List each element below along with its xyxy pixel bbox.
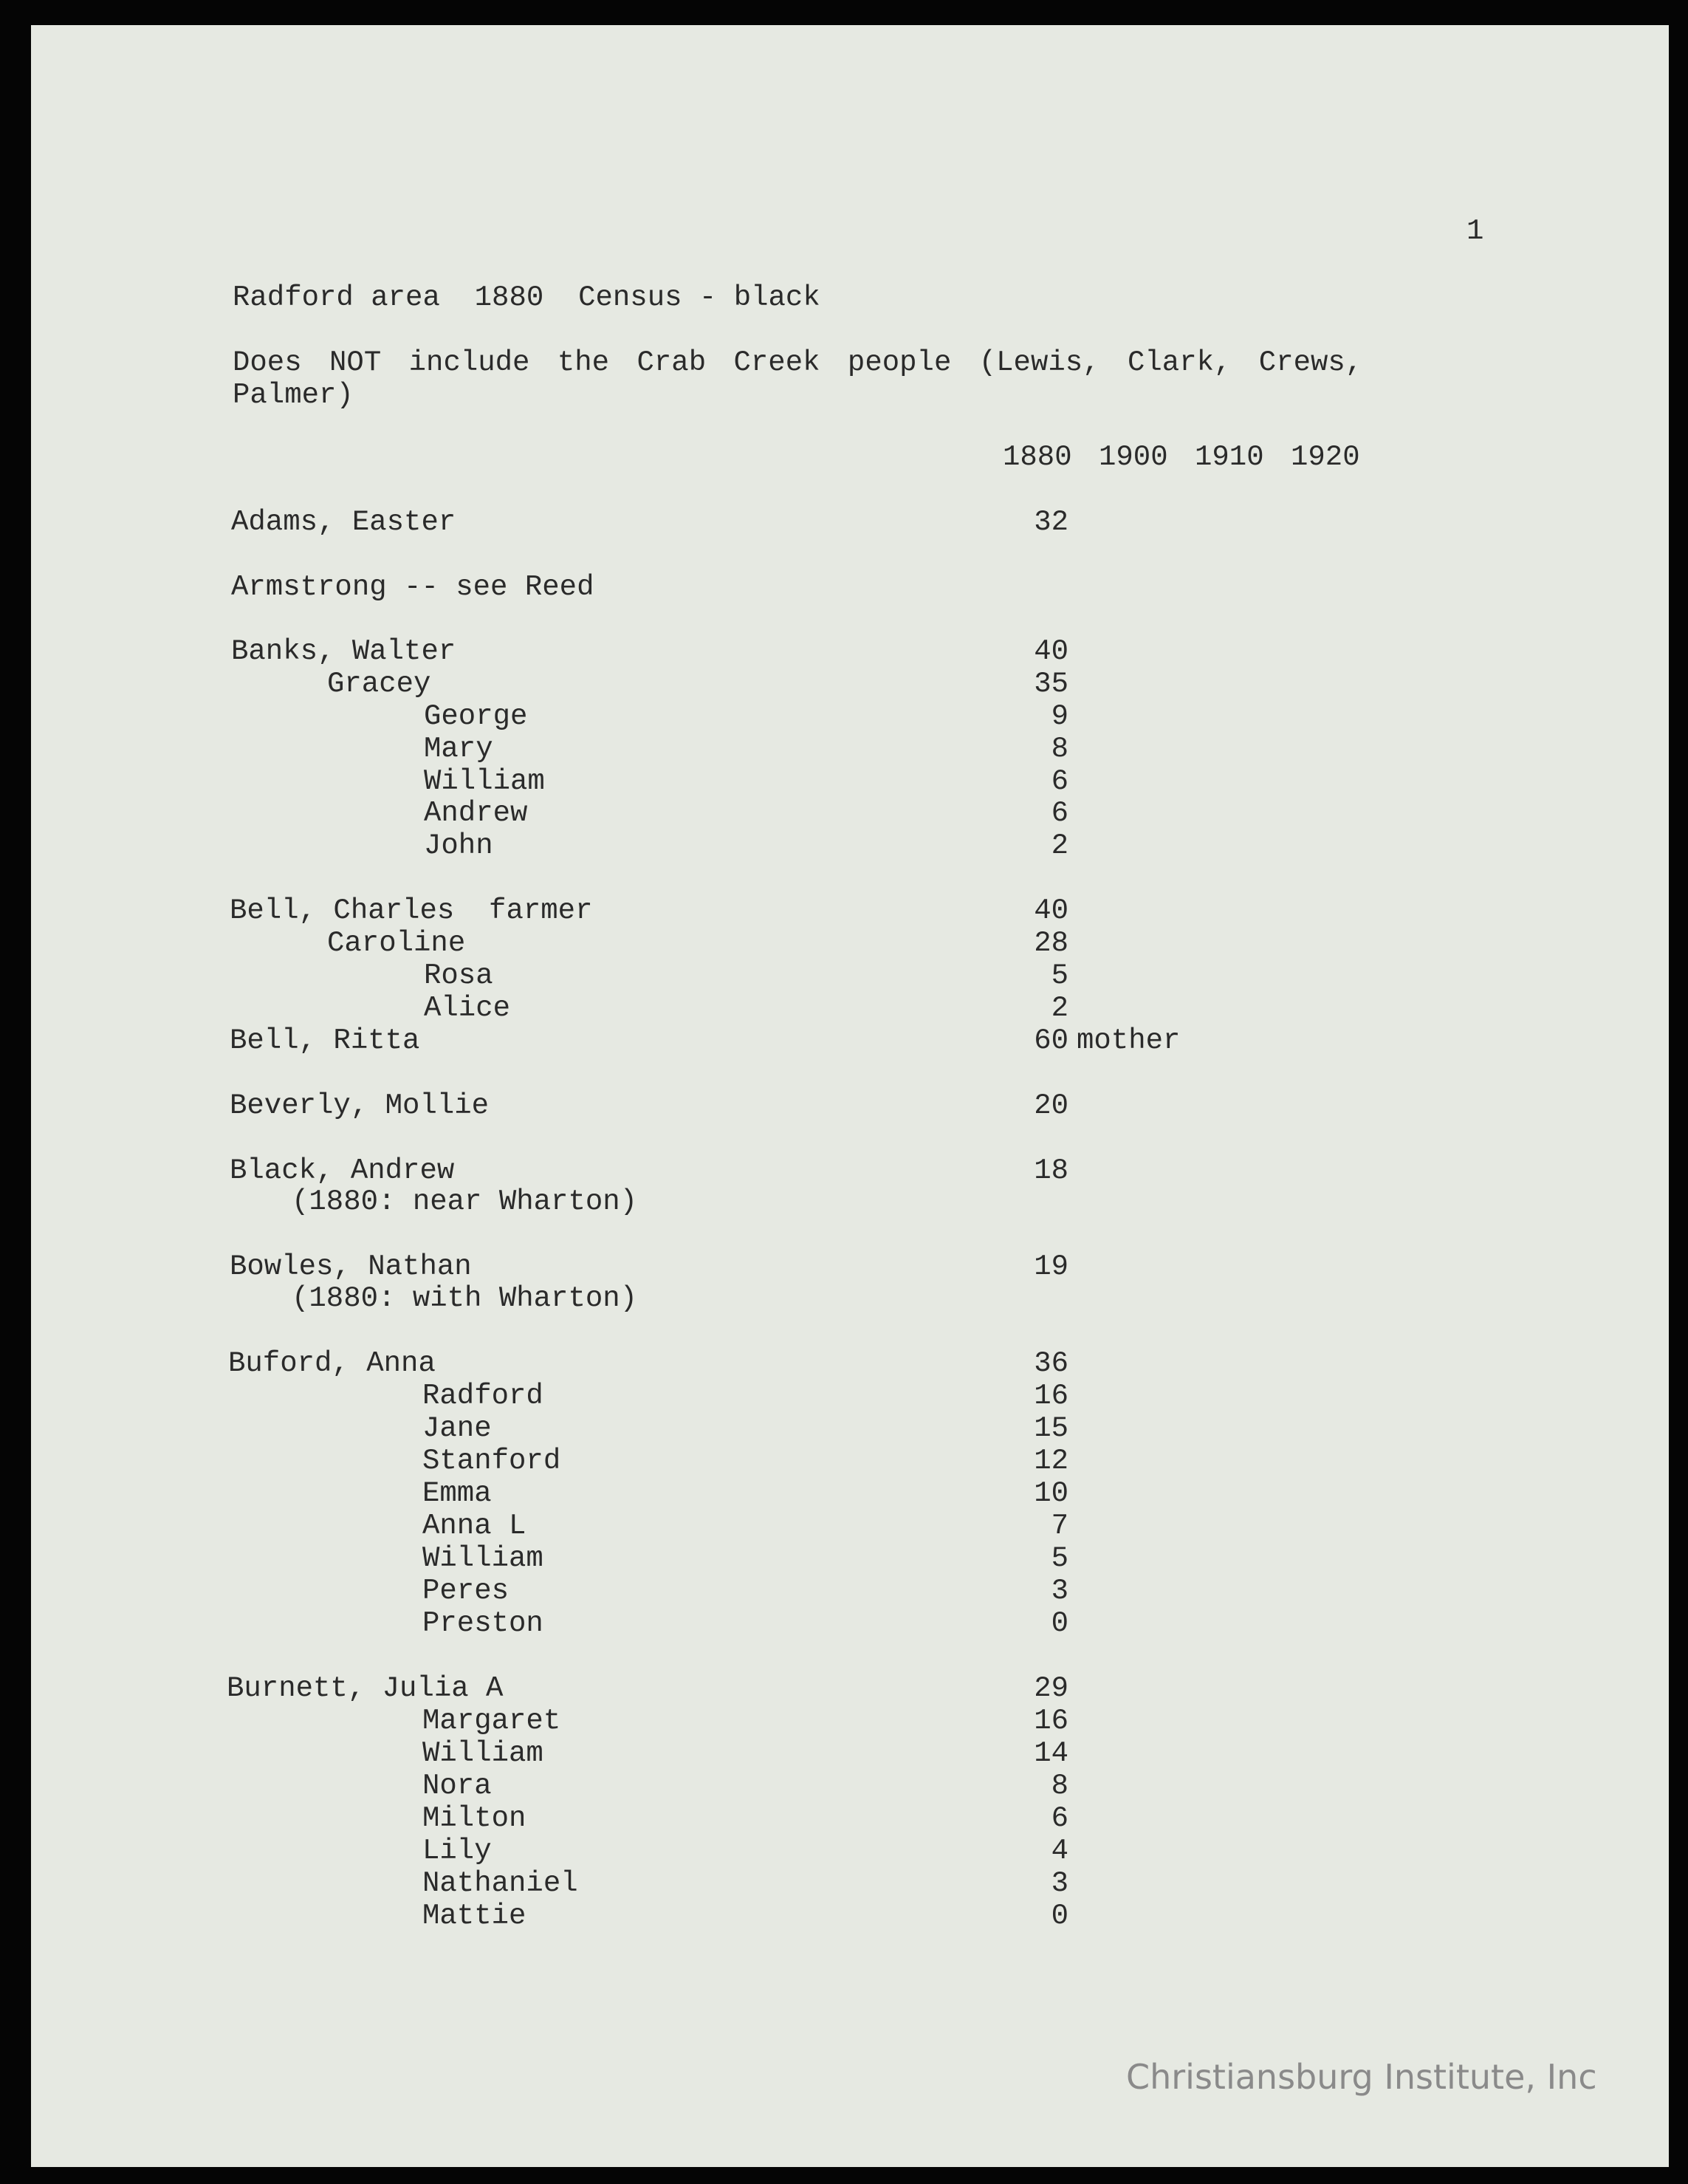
entry-age: 16	[1034, 1705, 1068, 1737]
year-header-1880: 1880	[1003, 441, 1072, 473]
document-page	[31, 25, 1669, 2167]
entry-age: 15	[1034, 1412, 1068, 1445]
entry-age: 6	[1051, 765, 1068, 798]
entry-age: 2	[1051, 829, 1068, 862]
entry-name: Black, Andrew	[230, 1154, 455, 1187]
entry-age: 29	[1034, 1672, 1068, 1705]
entry-age: 20	[1034, 1089, 1068, 1122]
watermark-text: Christiansburg Institute, Inc	[1126, 2057, 1597, 2097]
entry-age: 0	[1051, 1900, 1068, 1932]
note-line-2: Palmer)	[233, 379, 354, 411]
entry-name: John	[424, 829, 493, 862]
entry-name: Nora	[422, 1770, 492, 1802]
entry-name: George	[424, 700, 528, 733]
entry-age: 60	[1034, 1024, 1068, 1057]
entry-note: mother	[1077, 1024, 1181, 1057]
entry-age: 32	[1034, 506, 1068, 538]
entry-age: 5	[1051, 1542, 1068, 1575]
entry-age: 10	[1034, 1477, 1068, 1510]
year-header-1920: 1920	[1291, 441, 1360, 473]
page-number: 1	[1466, 215, 1484, 247]
entry-age: 40	[1034, 635, 1068, 668]
entry-age: 2	[1051, 992, 1068, 1024]
entry-name: Lily	[422, 1835, 492, 1867]
year-header-1910: 1910	[1195, 441, 1264, 473]
entry-age: 28	[1034, 927, 1068, 959]
entry-name: Armstrong -- see Reed	[231, 571, 594, 603]
entry-age: 8	[1051, 733, 1068, 765]
entry-age: 16	[1034, 1380, 1068, 1412]
entry-age: 6	[1051, 797, 1068, 829]
entry-note: (1880: near Wharton)	[292, 1185, 638, 1218]
entry-age: 35	[1034, 668, 1068, 700]
entry-name: Burnett, Julia A	[227, 1672, 504, 1705]
entry-age: 3	[1051, 1867, 1068, 1900]
entry-name: Banks, Walter	[231, 635, 456, 668]
entry-age: 5	[1051, 959, 1068, 992]
entry-name: Radford	[422, 1380, 543, 1412]
entry-age: 4	[1051, 1835, 1068, 1867]
entry-name: Peres	[422, 1575, 510, 1607]
entry-age: 8	[1051, 1770, 1068, 1802]
entry-name: Caroline	[327, 927, 466, 959]
entry-age: 7	[1051, 1510, 1068, 1542]
entry-name: Andrew	[424, 797, 528, 829]
entry-name: Jane	[422, 1412, 492, 1445]
entry-name: Preston	[422, 1607, 543, 1640]
entry-age: 9	[1051, 700, 1068, 733]
entry-name: Emma	[422, 1477, 492, 1510]
entry-age: 14	[1034, 1737, 1068, 1770]
entry-name: William	[422, 1542, 543, 1575]
entry-age: 0	[1051, 1607, 1068, 1640]
entry-name: Bell, Ritta	[230, 1024, 420, 1057]
page-title: Radford area 1880 Census - black	[233, 281, 820, 314]
year-header-1900: 1900	[1099, 441, 1168, 473]
entry-name: Buford, Anna	[228, 1347, 436, 1380]
entry-age: 6	[1051, 1802, 1068, 1835]
entry-name: Adams, Easter	[231, 506, 456, 538]
entry-name: Milton	[422, 1802, 526, 1835]
entry-name: Mattie	[422, 1900, 526, 1932]
entry-name: Rosa	[424, 959, 493, 992]
entry-age: 19	[1034, 1250, 1068, 1283]
entry-name: Bowles, Nathan	[230, 1250, 472, 1283]
entry-name: Mary	[424, 733, 493, 765]
entry-name: Alice	[424, 992, 511, 1024]
entry-name: Gracey	[327, 668, 431, 700]
entry-name: Margaret	[422, 1705, 561, 1737]
entry-name: William	[424, 765, 545, 798]
entry-name: Anna L	[422, 1510, 526, 1542]
entry-age: 3	[1051, 1575, 1068, 1607]
entry-name: Beverly, Mollie	[230, 1089, 490, 1122]
entry-name: William	[422, 1737, 543, 1770]
note-line-1: Does NOT include the Crab Creek people (Lewis, Clark, Crews,	[233, 346, 1363, 379]
entry-name: Stanford	[422, 1445, 561, 1477]
entry-name: Bell, Charles farmer	[230, 894, 593, 927]
entry-age: 40	[1034, 894, 1068, 927]
entry-age: 12	[1034, 1445, 1068, 1477]
entry-age: 36	[1034, 1347, 1068, 1380]
entry-note: (1880: with Wharton)	[292, 1282, 638, 1315]
entry-name: Nathaniel	[422, 1867, 578, 1900]
entry-age: 18	[1034, 1154, 1068, 1187]
